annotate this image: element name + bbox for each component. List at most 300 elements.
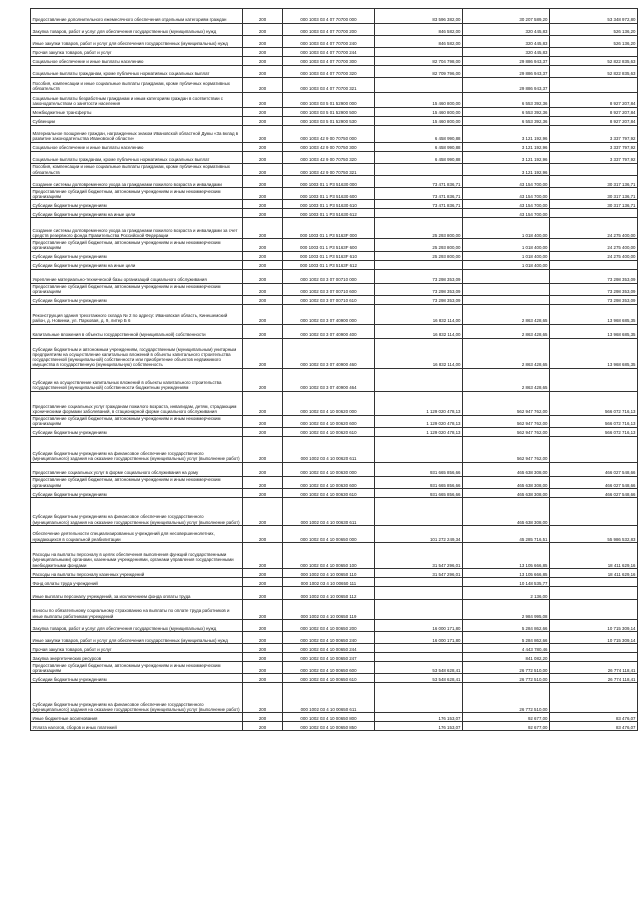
row-line-code: 200 <box>243 164 283 176</box>
table-row <box>31 368 638 391</box>
row-line-code: 200 <box>243 36 283 48</box>
row-name: Социальное обеспечение и иные выплаты населению <box>31 143 243 152</box>
row-classification-code: 000 1002 03 3 07 00710 600 <box>283 283 375 295</box>
row-line-code: 200 <box>243 218 283 239</box>
row-name: Субсидии бюджетным учреждениям <box>31 200 243 209</box>
row-name: Иные бюджетные ассигнования <box>31 713 243 722</box>
row-remaining-amount: 30 317 136,71 <box>550 200 638 209</box>
row-executed-amount: 43 154 700,00 <box>463 200 550 209</box>
row-remaining-amount: 526 136,20 <box>550 24 638 36</box>
row-name: Иные закупки товаров, работ и услуг для обеспечения государственных (муниципальных) нужд <box>31 632 243 644</box>
table-row <box>31 644 638 653</box>
table-row <box>31 24 638 36</box>
row-name: Субсидии бюджетным учреждениям <box>31 295 243 304</box>
row-classification-code: 000 1002 03 4 10 00650 611 <box>283 683 375 713</box>
row-remaining-amount: 13 968 685,35 <box>550 338 638 368</box>
row-line-code: 200 <box>243 260 283 269</box>
row-classification-code: 000 1003 03 4 07 70700 244 <box>283 48 375 57</box>
row-name: Социальные выплаты гражданам, кроме публичных нормативных социальных выплат <box>31 66 243 78</box>
row-line-code: 200 <box>243 108 283 117</box>
row-executed-amount: 2 863 428,65 <box>463 324 550 338</box>
row-approved-amount: 15 460 800,00 <box>375 117 463 126</box>
row-name: Субсидии бюджетным учреждениям на финансовое обеспечение государственного (муниципального) задания на оказание государственных (муниципальных) услуг (выполнение работ) <box>31 498 243 526</box>
row-line-code: 200 <box>243 209 283 218</box>
row-approved-amount: 931 665 856,66 <box>375 476 463 488</box>
table-row <box>31 66 638 78</box>
row-approved-amount: 16 832 114,00 <box>375 324 463 338</box>
row-classification-code: 000 1003 03 4 07 70700 321 <box>283 78 375 93</box>
row-classification-code: 000 1002 03 4 10 00650 610 <box>283 674 375 683</box>
row-classification-code: 000 1002 03 4 10 00650 100 <box>283 543 375 569</box>
row-classification-code: 000 1003 03 4 07 70700 300 <box>283 57 375 66</box>
row-classification-code: 000 1002 03 3 07 40900 000 <box>283 304 375 324</box>
table-row <box>31 600 638 620</box>
budget-execution-table <box>30 8 638 731</box>
row-remaining-amount: 13 968 685,35 <box>550 324 638 338</box>
table-row <box>31 674 638 683</box>
row-name: Субсидии бюджетным учреждениям <box>31 489 243 498</box>
row-name: Межбюджетные трансферты <box>31 108 243 117</box>
row-name: Предоставление субсидий бюджетным, автономным учреждениям и иным некоммерческим организациям <box>31 662 243 674</box>
row-classification-code: 000 1003 01 1 P3 5163F 600 <box>283 239 375 251</box>
row-classification-code: 000 1002 03 4 10 00650 800 <box>283 713 375 722</box>
row-executed-amount: 2 136,00 <box>463 587 550 600</box>
row-line-code: 200 <box>243 415 283 427</box>
row-approved-amount <box>375 164 463 176</box>
row-executed-amount: 3 121 192,96 <box>463 164 550 176</box>
row-remaining-amount <box>550 368 638 391</box>
row-line-code: 200 <box>243 126 283 143</box>
row-remaining-amount <box>550 587 638 600</box>
row-remaining-amount: 73 298 353,09 <box>550 295 638 304</box>
row-remaining-amount <box>550 164 638 176</box>
row-classification-code: 000 1002 03 3 07 00710 610 <box>283 295 375 304</box>
row-name: Субсидии бюджетным и автономным учреждениям, государственным (муниципальным) унитарным предприятиям на осуществление капитальных вложений в объекты капитального строительства государственной (муниципальной) собственности или приобретение объектов недвижимого имущества в государственную (муниципальную) собственность <box>31 338 243 368</box>
row-line-code: 200 <box>243 674 283 683</box>
row-line-code: 200 <box>243 93 283 108</box>
row-name: Субсидии бюджетным учреждениям <box>31 251 243 260</box>
row-classification-code: 000 1003 03 5 01 52900 500 <box>283 108 375 117</box>
row-remaining-amount: 73 298 353,09 <box>550 269 638 283</box>
row-executed-amount: 6 553 392,36 <box>463 108 550 117</box>
row-approved-amount: 931 665 856,66 <box>375 462 463 476</box>
row-line-code: 200 <box>243 683 283 713</box>
row-classification-code: 000 1002 03 4 10 00650 111 <box>283 578 375 587</box>
row-remaining-amount: 466 027 548,66 <box>550 462 638 476</box>
row-approved-amount <box>375 78 463 93</box>
row-name: Расходы на выплаты персоналу казенных учреждений <box>31 569 243 578</box>
row-executed-amount: 26 772 510,00 <box>463 683 550 713</box>
row-executed-amount: 465 638 308,00 <box>463 498 550 526</box>
row-classification-code: 000 1003 01 1 P3 51630 000 <box>283 176 375 188</box>
row-approved-amount: 25 293 800,00 <box>375 251 463 260</box>
row-remaining-amount <box>550 683 638 713</box>
row-name: Расходы на выплаты персоналу в целях обеспечения выполнения функций государственными (муниципальными) органами, казенными учреждениями, органами управления государственными внебюджетными фондами <box>31 543 243 569</box>
row-line-code: 200 <box>243 722 283 731</box>
row-approved-amount: 846 582,00 <box>375 36 463 48</box>
row-remaining-amount: 24 275 400,00 <box>550 251 638 260</box>
row-executed-amount: 92 677,00 <box>463 713 550 722</box>
row-approved-amount: 6 458 990,88 <box>375 152 463 164</box>
row-remaining-amount: 73 298 353,09 <box>550 283 638 295</box>
row-approved-amount <box>375 653 463 662</box>
row-approved-amount: 82 704 798,00 <box>375 57 463 66</box>
row-classification-code: 000 1002 03 4 10 00650 850 <box>283 722 375 731</box>
row-classification-code: 000 1003 42 9 00 70750 320 <box>283 152 375 164</box>
row-executed-amount: 43 154 700,00 <box>463 188 550 200</box>
row-line-code: 200 <box>243 143 283 152</box>
table-row <box>31 200 638 209</box>
table-row <box>31 683 638 713</box>
table-row <box>31 176 638 188</box>
table-row <box>31 462 638 476</box>
row-approved-amount <box>375 209 463 218</box>
row-line-code: 200 <box>243 578 283 587</box>
row-line-code: 200 <box>243 436 283 462</box>
table-row <box>31 569 638 578</box>
row-name: Субсидии бюджетным учреждениям на иные цели <box>31 209 243 218</box>
row-name: Предоставление субсидий бюджетным, автономным учреждениям и иным некоммерческим организациям <box>31 476 243 488</box>
row-name: Материальное поощрение граждан, награжденных знаком Ивановской областной Думы «За вклад в развитие законодательства Ивановской области» <box>31 126 243 143</box>
row-classification-code: 000 1002 03 4 10 00650 112 <box>283 587 375 600</box>
row-remaining-amount: 52 822 835,63 <box>550 66 638 78</box>
row-approved-amount: 176 153,07 <box>375 722 463 731</box>
row-line-code: 200 <box>243 338 283 368</box>
row-approved-amount <box>375 498 463 526</box>
table-row <box>31 427 638 436</box>
row-approved-amount <box>375 587 463 600</box>
row-approved-amount: 82 709 796,00 <box>375 66 463 78</box>
table-row <box>31 152 638 164</box>
row-remaining-amount: 52 822 835,63 <box>550 57 638 66</box>
row-executed-amount <box>463 269 550 283</box>
row-classification-code: 000 1002 03 4 10 00650 000 <box>283 526 375 543</box>
row-name: Капитальные вложения в объекты государственной (муниципальной) собственности <box>31 324 243 338</box>
row-approved-amount: 1 129 020 478,13 <box>375 427 463 436</box>
table-row <box>31 188 638 200</box>
row-remaining-amount: 30 317 136,71 <box>550 188 638 200</box>
row-line-code: 200 <box>243 66 283 78</box>
table-row <box>31 283 638 295</box>
row-name: Пособия, компенсации и иные социальные выплаты гражданам, кроме публичных нормативных обязательств <box>31 78 243 93</box>
table-row <box>31 476 638 488</box>
row-name: Укрепление материально-технической базы организаций социального обслуживания <box>31 269 243 283</box>
row-executed-amount: 1 018 400,00 <box>463 218 550 239</box>
table-row <box>31 620 638 632</box>
row-executed-amount: 3 121 192,96 <box>463 126 550 143</box>
row-line-code: 200 <box>243 368 283 391</box>
row-line-code: 200 <box>243 269 283 283</box>
table-row <box>31 143 638 152</box>
row-approved-amount: 73 298 353,09 <box>375 269 463 283</box>
row-remaining-amount <box>550 48 638 57</box>
row-approved-amount <box>375 368 463 391</box>
row-remaining-amount: 83 476,07 <box>550 713 638 722</box>
row-executed-amount: 6 553 392,36 <box>463 117 550 126</box>
row-approved-amount: 73 298 353,09 <box>375 283 463 295</box>
row-executed-amount: 2 863 428,65 <box>463 338 550 368</box>
row-approved-amount: 25 293 800,00 <box>375 218 463 239</box>
row-approved-amount <box>375 600 463 620</box>
row-remaining-amount <box>550 436 638 462</box>
row-executed-amount: 29 886 943,37 <box>463 57 550 66</box>
row-line-code: 200 <box>243 48 283 57</box>
row-classification-code: 000 1002 03 4 10 00620 611 <box>283 436 375 462</box>
row-executed-amount: 43 154 700,00 <box>463 176 550 188</box>
row-classification-code: 000 1003 03 4 07 70700 240 <box>283 36 375 48</box>
row-line-code: 200 <box>243 200 283 209</box>
row-executed-amount <box>463 283 550 295</box>
row-approved-amount: 25 293 800,00 <box>375 239 463 251</box>
row-approved-amount: 101 272 249,34 <box>375 526 463 543</box>
row-executed-amount: 10 148 535,77 <box>463 578 550 587</box>
table-row <box>31 239 638 251</box>
row-executed-amount: 562 947 762,00 <box>463 427 550 436</box>
row-line-code: 200 <box>243 662 283 674</box>
row-executed-amount: 2 863 428,65 <box>463 368 550 391</box>
row-classification-code: 000 1002 03 4 10 00630 000 <box>283 462 375 476</box>
row-executed-amount: 320 445,83 <box>463 36 550 48</box>
row-remaining-amount: 566 072 716,13 <box>550 415 638 427</box>
row-remaining-amount <box>550 209 638 218</box>
row-name: Иные выплаты персоналу учреждений, за исключением фонда оплаты труда <box>31 587 243 600</box>
row-classification-code: 000 1002 03 4 10 00630 610 <box>283 489 375 498</box>
row-executed-amount: 2 984 995,08 <box>463 600 550 620</box>
row-line-code: 200 <box>243 587 283 600</box>
row-name: Субсидии бюджетным учреждениям на финансовое обеспечение государственного (муниципального) задания на оказание государственных (муниципальных) услуг (выполнение работ) <box>31 436 243 462</box>
row-approved-amount <box>375 683 463 713</box>
row-remaining-amount: 13 968 685,35 <box>550 304 638 324</box>
row-line-code: 200 <box>243 24 283 36</box>
row-executed-amount: 92 677,00 <box>463 722 550 731</box>
table-row <box>31 391 638 415</box>
row-classification-code: 000 1003 01 1 P3 51630 612 <box>283 209 375 218</box>
row-approved-amount <box>375 436 463 462</box>
row-executed-amount: 1 018 400,00 <box>463 251 550 260</box>
row-line-code: 200 <box>243 498 283 526</box>
row-name: Предоставление субсидий бюджетным, автономным учреждениям и иным некоммерческим организациям <box>31 415 243 427</box>
table-row <box>31 260 638 269</box>
row-line-code: 200 <box>243 251 283 260</box>
row-line-code: 200 <box>243 462 283 476</box>
row-classification-code: 000 1002 03 3 07 00710 000 <box>283 269 375 283</box>
row-executed-amount: 13 105 666,85 <box>463 569 550 578</box>
row-remaining-amount: 466 027 548,66 <box>550 489 638 498</box>
row-line-code: 200 <box>243 713 283 722</box>
table-row <box>31 324 638 338</box>
row-line-code: 200 <box>243 57 283 66</box>
row-remaining-amount: 3 337 797,92 <box>550 143 638 152</box>
row-line-code: 200 <box>243 78 283 93</box>
row-classification-code: 000 1002 03 4 10 00650 110 <box>283 569 375 578</box>
row-name: Прочая закупка товаров, работ и услуг <box>31 48 243 57</box>
row-line-code: 200 <box>243 620 283 632</box>
row-remaining-amount: 566 072 716,13 <box>550 391 638 415</box>
row-classification-code: 000 1002 03 3 07 40900 464 <box>283 368 375 391</box>
row-executed-amount <box>463 295 550 304</box>
row-remaining-amount: 526 136,20 <box>550 36 638 48</box>
row-classification-code: 000 1003 03 5 01 52900 530 <box>283 117 375 126</box>
table-row <box>31 9 638 24</box>
table-row <box>31 338 638 368</box>
row-line-code: 200 <box>243 632 283 644</box>
table-row <box>31 578 638 587</box>
row-line-code: 200 <box>243 644 283 653</box>
row-classification-code: 000 1002 03 3 07 40900 460 <box>283 338 375 368</box>
table-row <box>31 78 638 93</box>
row-line-code: 200 <box>243 239 283 251</box>
table-row <box>31 126 638 143</box>
row-executed-amount: 320 445,83 <box>463 24 550 36</box>
table-row <box>31 36 638 48</box>
row-remaining-amount: 8 927 207,84 <box>550 117 638 126</box>
row-classification-code: 000 1002 03 4 10 00650 119 <box>283 600 375 620</box>
row-name: Уплата налогов, сборов и иных платежей <box>31 722 243 731</box>
row-approved-amount: 16 832 114,00 <box>375 338 463 368</box>
row-executed-amount: 4 443 780,46 <box>463 644 550 653</box>
row-remaining-amount: 10 715 309,14 <box>550 620 638 632</box>
row-executed-amount: 562 947 762,00 <box>463 391 550 415</box>
row-approved-amount: 16 832 114,00 <box>375 304 463 324</box>
row-remaining-amount: 30 317 136,71 <box>550 176 638 188</box>
table-row <box>31 436 638 462</box>
table-row <box>31 218 638 239</box>
row-name: Прочая закупка товаров, работ и услуг <box>31 644 243 653</box>
row-approved-amount: 53 548 628,41 <box>375 662 463 674</box>
row-classification-code: 000 1003 42 9 00 70750 321 <box>283 164 375 176</box>
table-row <box>31 662 638 674</box>
row-executed-amount: 26 772 510,00 <box>463 674 550 683</box>
row-approved-amount: 16 000 171,80 <box>375 632 463 644</box>
row-approved-amount: 31 547 296,01 <box>375 569 463 578</box>
row-classification-code: 000 1003 01 1 P3 5163F 612 <box>283 260 375 269</box>
row-line-code: 200 <box>243 304 283 324</box>
table-row <box>31 48 638 57</box>
row-classification-code: 000 1002 03 3 07 40900 400 <box>283 324 375 338</box>
row-classification-code: 000 1002 03 4 10 00650 244 <box>283 644 375 653</box>
row-classification-code: 000 1003 03 4 07 70700 320 <box>283 66 375 78</box>
row-line-code: 200 <box>243 427 283 436</box>
row-classification-code: 000 1003 42 9 00 70750 000 <box>283 126 375 143</box>
row-remaining-amount <box>550 653 638 662</box>
row-name: Субсидии бюджетным учреждениям на финансовое обеспечение государственного (муниципального) задания на оказание государственных (муниципальных) услуг (выполнение работ) <box>31 683 243 713</box>
row-remaining-amount: 8 927 207,84 <box>550 93 638 108</box>
table-row <box>31 295 638 304</box>
row-approved-amount: 73 298 353,09 <box>375 295 463 304</box>
row-name: Реконструкция здания трехэтажного склада № 2 по адресу: Ивановская область, Кинешемский район, д. Новинки, ул. Парковая, д. 9, литер Б 6 <box>31 304 243 324</box>
row-executed-amount: 30 207 589,20 <box>463 9 550 24</box>
row-classification-code: 000 1002 03 4 10 00650 247 <box>283 653 375 662</box>
row-name: Предоставление дополнительного ежемесячного обеспечения отдельным категориям граждан <box>31 9 243 24</box>
row-remaining-amount: 8 927 207,84 <box>550 108 638 117</box>
row-classification-code: 000 1003 01 1 P3 5163F 610 <box>283 251 375 260</box>
row-name: Создание системы долговременного ухода за гражданами пожилого возраста и инвалидами <box>31 176 243 188</box>
row-classification-code: 000 1003 01 1 P3 51630 610 <box>283 200 375 209</box>
table-row <box>31 543 638 569</box>
row-remaining-amount: 24 275 400,00 <box>550 239 638 251</box>
table-row <box>31 117 638 126</box>
row-classification-code: 000 1003 01 1 P3 51630 600 <box>283 188 375 200</box>
row-classification-code: 000 1002 03 4 10 00620 600 <box>283 415 375 427</box>
row-remaining-amount: 26 774 118,41 <box>550 662 638 674</box>
row-approved-amount <box>375 48 463 57</box>
row-line-code: 200 <box>243 295 283 304</box>
row-remaining-amount <box>550 78 638 93</box>
row-remaining-amount: 3 337 797,92 <box>550 126 638 143</box>
table-body <box>31 9 638 731</box>
row-line-code: 200 <box>243 176 283 188</box>
row-line-code: 200 <box>243 526 283 543</box>
row-approved-amount: 15 460 800,00 <box>375 93 463 108</box>
row-remaining-amount <box>550 600 638 620</box>
row-approved-amount <box>375 644 463 653</box>
row-remaining-amount: 55 986 532,83 <box>550 526 638 543</box>
table-row <box>31 57 638 66</box>
row-classification-code: 000 1002 03 4 10 00620 000 <box>283 391 375 415</box>
row-remaining-amount: 18 411 629,16 <box>550 569 638 578</box>
row-approved-amount: 6 458 990,88 <box>375 143 463 152</box>
row-line-code: 200 <box>243 324 283 338</box>
row-name: Закупка товаров, работ и услуг для обеспечения государственных (муниципальных) нужд <box>31 24 243 36</box>
row-remaining-amount: 3 337 797,92 <box>550 152 638 164</box>
table-row <box>31 209 638 218</box>
row-approved-amount: 16 000 171,80 <box>375 620 463 632</box>
row-line-code: 200 <box>243 476 283 488</box>
row-classification-code: 000 1003 03 4 07 70700 000 <box>283 9 375 24</box>
table-row <box>31 269 638 283</box>
row-executed-amount: 5 284 862,66 <box>463 632 550 644</box>
row-line-code: 200 <box>243 489 283 498</box>
row-classification-code: 000 1002 03 4 10 00650 240 <box>283 632 375 644</box>
row-executed-amount: 562 947 762,00 <box>463 415 550 427</box>
row-executed-amount: 3 121 192,96 <box>463 143 550 152</box>
row-name: Предоставление субсидий бюджетным, автономным учреждениям и иным некоммерческим организациям <box>31 283 243 295</box>
row-approved-amount: 53 548 628,41 <box>375 674 463 683</box>
row-approved-amount: 15 460 800,00 <box>375 108 463 117</box>
row-approved-amount: 846 582,00 <box>375 24 463 36</box>
row-name: Социальные выплаты гражданам, кроме публичных нормативных социальных выплат <box>31 152 243 164</box>
row-line-code: 200 <box>243 391 283 415</box>
row-name: Фонд оплаты труда учреждений <box>31 578 243 587</box>
table-row <box>31 722 638 731</box>
row-name: Субсидии бюджетным учреждениям <box>31 674 243 683</box>
row-executed-amount: 45 285 716,51 <box>463 526 550 543</box>
row-classification-code: 000 1002 03 4 10 00650 600 <box>283 662 375 674</box>
row-name: Предоставление социальных услуг гражданам пожилого возраста, инвалидам, детям, страдающим хроническими формами заболеваний, в стационарной форме социального обслуживания <box>31 391 243 415</box>
row-classification-code: 000 1003 03 5 01 52900 000 <box>283 93 375 108</box>
row-executed-amount: 465 638 308,00 <box>463 462 550 476</box>
row-line-code: 200 <box>243 543 283 569</box>
row-line-code: 200 <box>243 653 283 662</box>
table-row <box>31 587 638 600</box>
row-executed-amount: 26 772 510,00 <box>463 662 550 674</box>
row-name: Обеспечение деятельности специализированных учреждений для несовершеннолетних, нуждающихся в социальной реабилитации <box>31 526 243 543</box>
row-approved-amount: 6 458 990,88 <box>375 126 463 143</box>
table-row <box>31 713 638 722</box>
row-executed-amount: 2 863 428,65 <box>463 304 550 324</box>
row-line-code: 200 <box>243 152 283 164</box>
row-line-code: 200 <box>243 117 283 126</box>
row-remaining-amount <box>550 644 638 653</box>
row-name: Закупка энергетических ресурсов <box>31 653 243 662</box>
row-classification-code: 000 1002 03 4 10 00630 611 <box>283 498 375 526</box>
table-row <box>31 93 638 108</box>
row-executed-amount: 465 638 308,00 <box>463 489 550 498</box>
row-executed-amount: 5 284 862,66 <box>463 620 550 632</box>
row-approved-amount: 1 129 020 478,13 <box>375 391 463 415</box>
row-executed-amount: 320 445,83 <box>463 48 550 57</box>
row-classification-code: 000 1002 03 4 10 00650 200 <box>283 620 375 632</box>
